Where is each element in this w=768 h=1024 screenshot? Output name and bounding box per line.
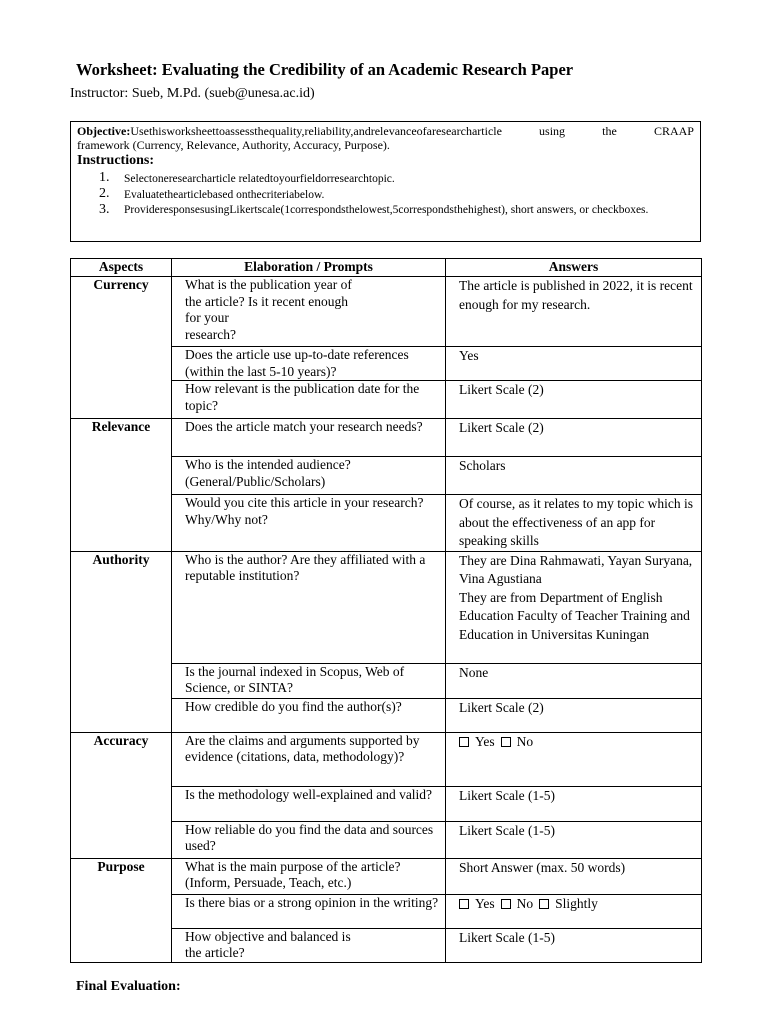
checkbox-label: Yes: [475, 733, 495, 749]
header-prompts: Elaboration / Prompts: [172, 259, 446, 277]
checkbox-label: No: [516, 895, 534, 911]
answer-cell: [446, 786, 702, 821]
prompt-cell: [172, 786, 446, 821]
answer-text: Of course, as it relates to my topic which is about the effectiveness of an app for speaking skills: [459, 496, 693, 548]
prompt-cell: [172, 858, 446, 894]
aspect-cell: Accuracy: [71, 732, 172, 786]
objective-word: using: [539, 124, 566, 138]
checkbox[interactable]: [501, 737, 511, 747]
aspect-cell-empty: [71, 894, 172, 928]
prompt-cell: [172, 698, 446, 732]
table-row: [71, 419, 702, 457]
step-number: 1.: [99, 170, 110, 185]
checkbox-label: No: [516, 733, 534, 749]
objective-label: Objective:: [77, 124, 131, 138]
answer-text: None: [459, 664, 489, 680]
objective-text: Usethisworksheettoassessthequality,reliability,andrelevanceofaresearcharticle: [130, 124, 502, 138]
instruction-step: [77, 203, 694, 218]
table-row: [71, 928, 702, 962]
prompt-text: How objective and balanced is the article?: [185, 928, 351, 960]
table-row: [71, 858, 702, 894]
table-body: [71, 277, 702, 963]
answer-text: Likert Scale (2): [459, 420, 544, 435]
answer-cell: [446, 419, 702, 457]
prompt-cell: [172, 419, 446, 457]
step-text: ProvideresponsesusingLikertscale(1correspondsthelowest,5correspondsthehighest), short answers, or checkboxes.: [124, 204, 649, 216]
step-number: 2.: [99, 186, 110, 201]
table-row: [71, 457, 702, 495]
instructions-heading: Instructions:: [77, 153, 155, 168]
prompt-cell: [172, 495, 446, 552]
answer-text: Yes: [459, 348, 479, 363]
answer-text: Likert Scale (2): [459, 382, 544, 397]
prompt-text: Who is the author? Are they affiliated with a reputable institution?: [185, 551, 426, 583]
final-evaluation-heading: Final Evaluation:: [76, 979, 181, 994]
answer-text: Likert Scale (1-5): [459, 822, 555, 838]
answer-text: They are Dina Rahmawati, Yayan Suryana, Vina Agustiana They are from Department of English Education Faculty of Teacher Training and Education in Universitas Kuningan: [459, 552, 693, 642]
aspect-cell-empty: [71, 698, 172, 732]
table-row: [71, 698, 702, 732]
table-row: [71, 381, 702, 419]
aspect-cell-empty: [71, 381, 172, 419]
header-answers: Answers: [446, 259, 702, 277]
prompt-text: How relevant is the publication date for the topic?: [185, 381, 420, 413]
objective-word: CRAAP: [653, 124, 694, 138]
header-aspects: Aspects: [71, 259, 172, 277]
answer-cell: [446, 821, 702, 858]
prompt-text: Is the methodology well-explained and valid?: [185, 786, 433, 802]
craap-table: [70, 258, 702, 963]
answer-cell: [446, 551, 702, 663]
prompt-cell: [172, 663, 446, 698]
answer-cell: [446, 381, 702, 419]
objective-line: [77, 124, 694, 138]
checkbox[interactable]: [459, 899, 469, 909]
objective-word: the: [602, 124, 617, 138]
aspect-cell-empty: [71, 786, 172, 821]
table-header-row: [71, 259, 702, 277]
checkbox-label: Yes: [475, 895, 495, 911]
aspect-cell-empty: [71, 495, 172, 552]
objective-instructions-box: [70, 121, 701, 242]
step-text: Evaluatethearticlebased onthecriteriabelow.: [124, 189, 325, 201]
prompt-text: Would you cite this article in your research? Why/Why not?: [185, 495, 424, 527]
step-text: Selectoneresearcharticle relatedtoyourfieldorresearchtopic.: [124, 173, 395, 185]
aspect-cell-empty: [71, 928, 172, 962]
checkbox-label: Slightly: [555, 895, 598, 911]
prompt-cell: [172, 821, 446, 858]
prompt-text: What is the publication year of the article? Is it recent enough for your research?: [185, 277, 352, 342]
prompt-text: How credible do you find the author(s)?: [185, 698, 402, 714]
answer-text: Likert Scale (1-5): [459, 787, 555, 803]
prompt-cell: [172, 457, 446, 495]
checkbox[interactable]: [539, 899, 549, 909]
answer-cell: [446, 894, 702, 928]
prompt-text: Does the article use up-to-date references (within the last 5-10 years)?: [185, 347, 409, 379]
prompt-text: Is the journal indexed in Scopus, Web of Science, or SINTA?: [185, 663, 405, 695]
aspect-cell-empty: [71, 663, 172, 698]
aspect-cell-empty: [71, 821, 172, 858]
prompt-cell: [172, 551, 446, 663]
checkbox[interactable]: [501, 899, 511, 909]
aspect-cell-empty: [71, 347, 172, 381]
answer-text: Scholars: [459, 458, 506, 473]
table-row: [71, 277, 702, 347]
table-row: [71, 495, 702, 552]
prompt-text: Who is the intended audience? (General/Public/Scholars): [185, 457, 351, 489]
prompt-text: Is there bias or a strong opinion in the writing?: [185, 894, 439, 910]
instructions-list: [77, 171, 694, 218]
answer-text: Likert Scale (2): [459, 699, 544, 715]
table-row: [71, 732, 702, 786]
answer-cell: [446, 698, 702, 732]
answer-cell: [446, 732, 702, 786]
instructor-line: Instructor: Sueb, M.Pd. (sueb@unesa.ac.id): [70, 86, 315, 101]
table-row: [71, 821, 702, 858]
prompt-cell: [172, 277, 446, 347]
answer-text: Short Answer (max. 50 words): [459, 859, 626, 875]
aspect-cell: Relevance: [71, 419, 172, 457]
answer-cell: [446, 457, 702, 495]
page-title: Worksheet: Evaluating the Credibility of an Academic Research Paper: [76, 60, 574, 79]
table-row: [71, 786, 702, 821]
instruction-step: [77, 187, 694, 203]
prompt-cell: [172, 894, 446, 928]
prompt-cell: [172, 381, 446, 419]
prompt-text: How reliable do you find the data and sources used?: [185, 821, 434, 853]
answer-cell: [446, 495, 702, 552]
aspect-cell-empty: [71, 457, 172, 495]
aspect-cell: Currency: [71, 277, 172, 347]
prompt-cell: [172, 928, 446, 962]
answer-cell: [446, 928, 702, 962]
aspect-cell: Authority: [71, 551, 172, 663]
table-row: [71, 663, 702, 698]
prompt-text: Does the article match your research needs?: [185, 419, 423, 434]
instruction-step: [77, 171, 694, 187]
aspect-cell: Purpose: [71, 858, 172, 894]
prompt-cell: [172, 732, 446, 786]
prompt-text: What is the main purpose of the article? (Inform, Persuade, Teach, etc.): [185, 858, 401, 890]
table-row: [71, 347, 702, 381]
checkbox[interactable]: [459, 737, 469, 747]
table-row: [71, 551, 702, 663]
answer-cell: [446, 663, 702, 698]
objective-text-cont: framework (Currency, Relevance, Authority, Accuracy, Purpose).: [77, 138, 390, 152]
answer-cell: [446, 277, 702, 347]
prompt-cell: [172, 347, 446, 381]
answer-text: The article is published in 2022, it is recent enough for my research.: [459, 278, 693, 312]
answer-cell: [446, 858, 702, 894]
answer-text: Likert Scale (1-5): [459, 929, 555, 945]
prompt-text: Are the claims and arguments supported by evidence (citations, data, methodology)?: [185, 732, 420, 764]
answer-cell: [446, 347, 702, 381]
step-number: 3.: [99, 202, 110, 217]
table-row: [71, 894, 702, 928]
